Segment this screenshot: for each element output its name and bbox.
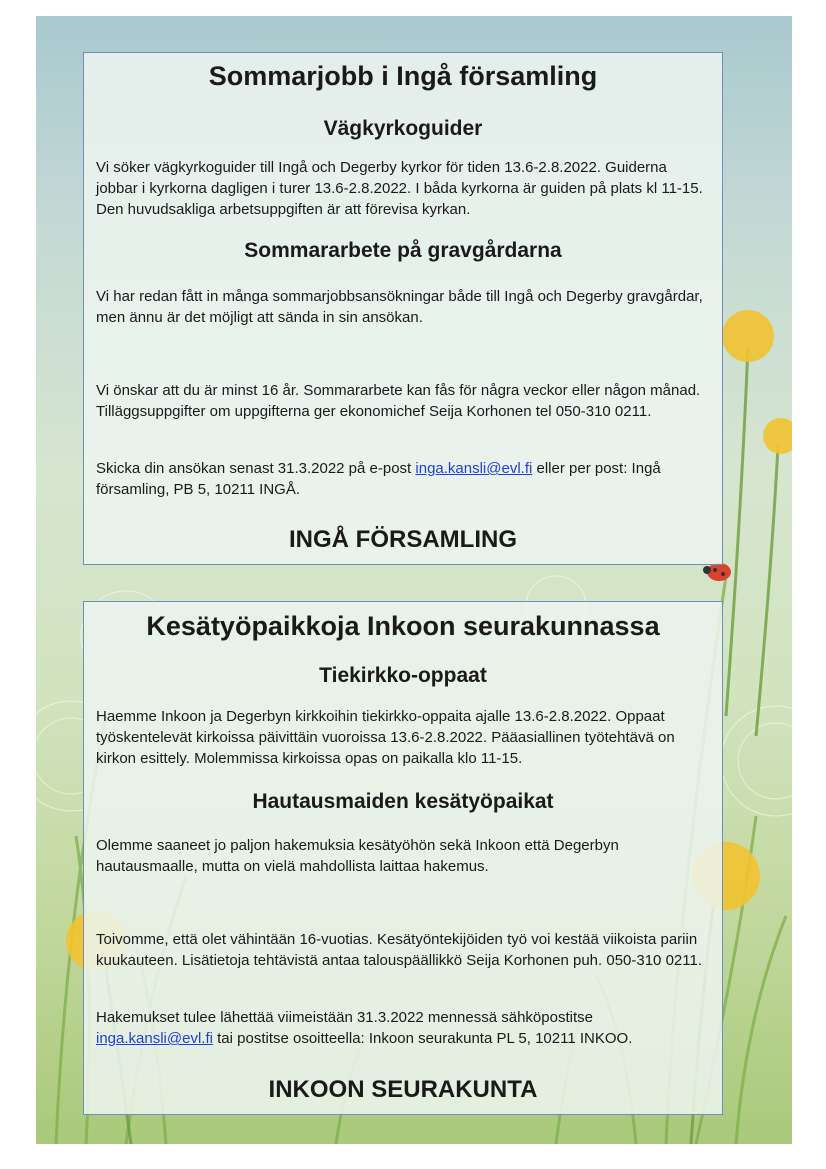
finnish-email-link[interactable]: inga.kansli@evl.fi: [96, 1030, 213, 1047]
finnish-guides-description: Haemme Inkoon ja Degerbyn kirkkoihin tiekirkko-oppaita ajalle 13.6-2.8.2022. Oppaat työskentelevät kirkoissa päivittäin vuoroissa 13.6-2.8.2022. Pääasiallinen työtehtävä on kirkon esittely. Molemmissa kirkoissa opas on paikalla klo 11-15.: [96, 708, 675, 767]
swedish-apply-text-before: Skicka din ansökan senast 31.3.2022 på e-post: [96, 460, 416, 477]
ladybug: [703, 563, 731, 581]
swedish-requirements: Vi önskar att du är minst 16 år. Sommararbete kan fås för några veckor eller någon månad. Tilläggsuppgifter om uppgifterna ger ekonomichef Seija Korhonen tel 050-310 0211.: [96, 382, 701, 420]
finnish-heading-road-church-guides: Tiekirkko-oppaat: [319, 664, 487, 687]
finnish-apply-info: [96, 1007, 710, 1049]
finnish-title: Kesätyöpaikkoja Inkoon seurakunnassa: [146, 611, 660, 641]
swedish-title: Sommarjobb i Ingå församling: [208, 61, 598, 91]
swedish-notice-panel: [83, 52, 723, 565]
swedish-apply-info: [96, 458, 710, 500]
finnish-apply-text-before: Hakemukset tulee lähettää viimeistään 31.3.2022 mennessä sähköpostitse: [96, 1009, 593, 1026]
finnish-heading-cemetery-work: Hautausmaiden kesätyöpaikat: [252, 790, 554, 813]
swedish-apply-text-after: eller per post: Ingå församling, PB 5, 10211 INGÅ.: [96, 460, 661, 498]
swedish-heading-cemetery-work: Sommararbete på gravgårdarna: [244, 239, 562, 262]
finnish-notice-panel: [83, 601, 723, 1115]
finnish-apply-text-after: tai postitse osoitteella: Inkoon seurakunta PL 5, 10211 INKOO.: [212, 1030, 633, 1047]
finnish-signature: INKOON SEURAKUNTA: [268, 1076, 538, 1103]
swedish-signature: INGÅ FÖRSAMLING: [289, 526, 517, 553]
swedish-email-link[interactable]: inga.kansli@evl.fi: [415, 460, 533, 477]
finnish-requirements: Toivomme, että olet vähintään 16-vuotias. Kesätyöntekijöiden työ voi kestää viikoista pariin kuukauteen. Lisätietoja tehtävistä antaa talouspäällikkö Seija Korhonen puh. 050-310 0211.: [96, 931, 702, 969]
swedish-heading-road-church-guides: Vägkyrkoguider: [323, 117, 483, 140]
swedish-guides-description: Vi söker vägkyrkoguider till Ingå och Degerby kyrkor för tiden 13.6-2.8.2022. Guiderna jobbar i kyrkorna dagligen i turer 13.6-2.8.2022. I båda kyrkorna är guiden på plats kl 11-15. Den huvudsakliga arbetsuppgiften är att förevisa kyrkan.: [96, 159, 703, 218]
poster-background: [36, 16, 792, 1144]
swedish-cemetery-description: Vi har redan fått in många sommarjobbsansökningar både till Ingå och Degerby gravgårdar, men ännu är det möjligt att sända in sin ansökan.: [96, 288, 703, 326]
finnish-cemetery-description: Olemme saaneet jo paljon hakemuksia kesätyöhön sekä Inkoon että Degerbyn hautausmaalle, mutta on vielä mahdollista laittaa hakemus.: [96, 837, 619, 875]
